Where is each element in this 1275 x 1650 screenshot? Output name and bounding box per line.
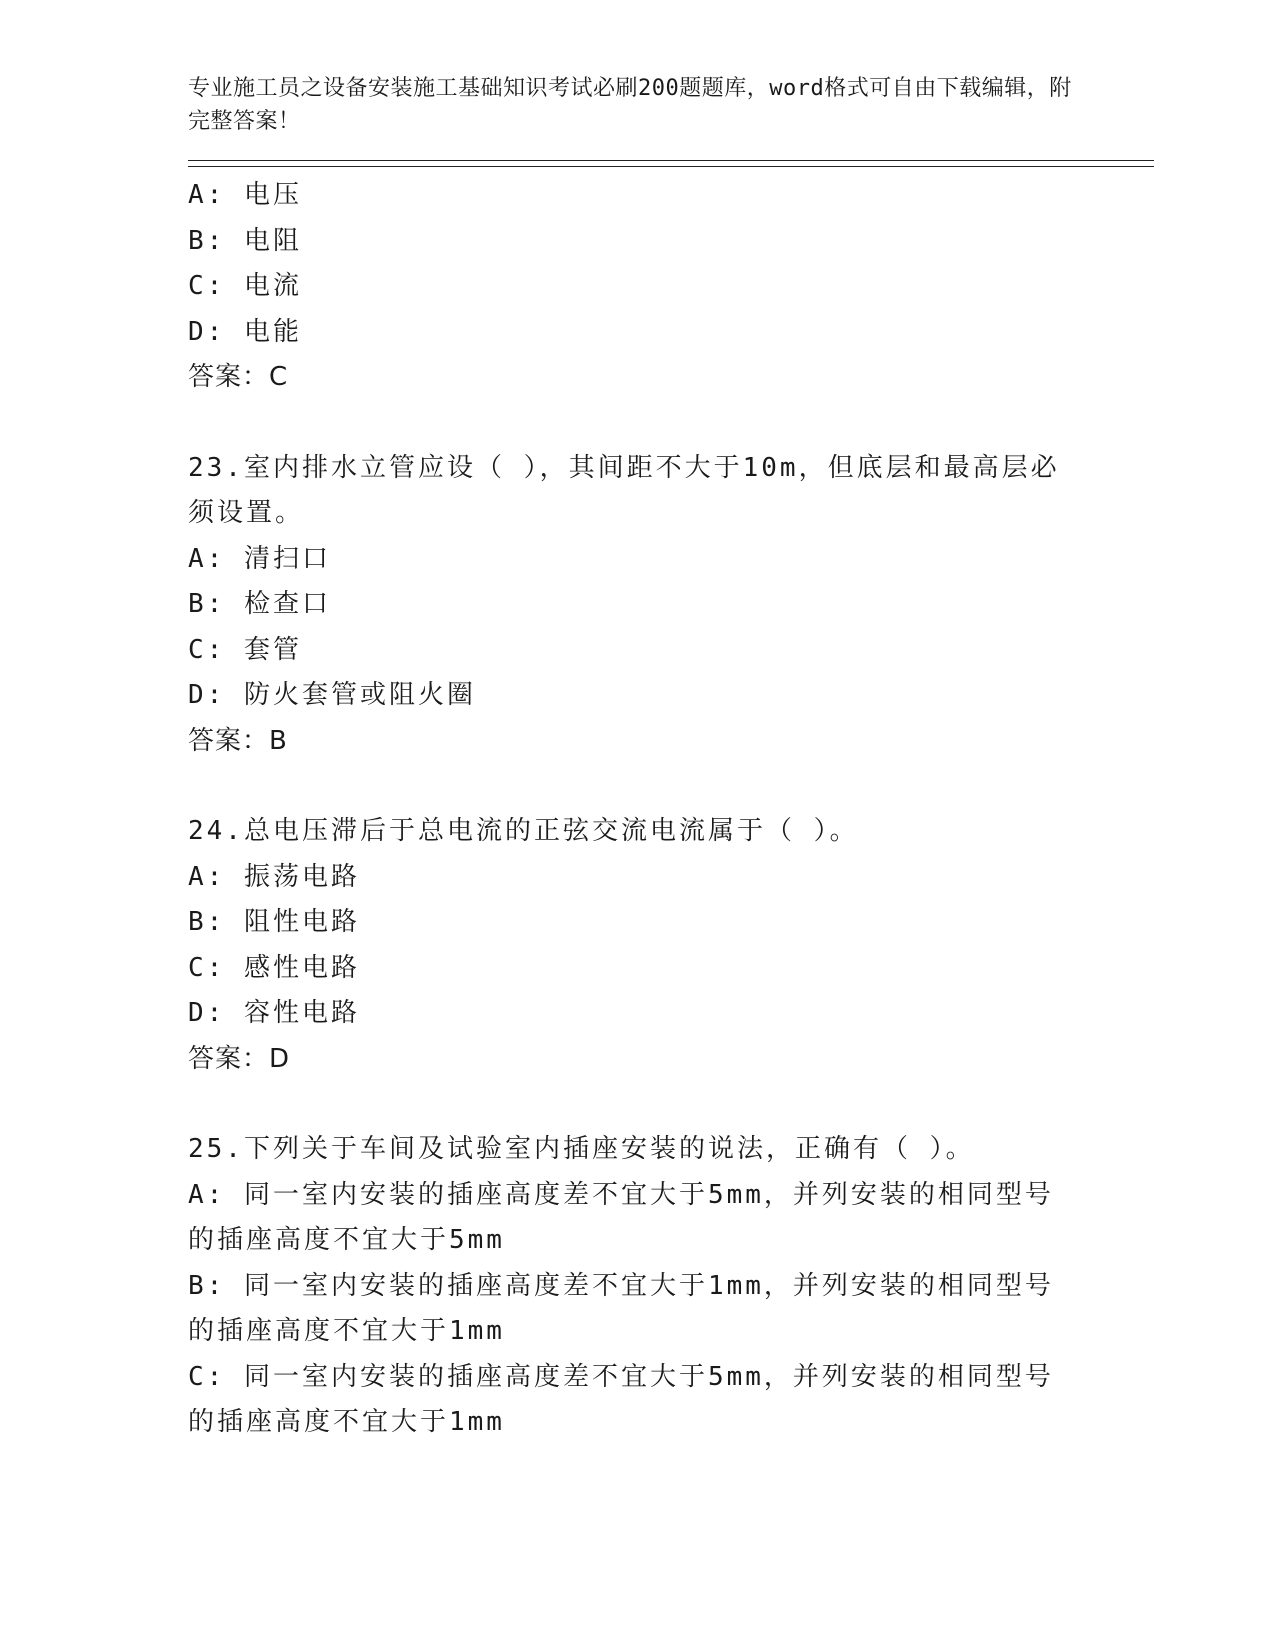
option-c: C: 感性电路 [188,952,360,983]
question-25 [188,1127,1148,1446]
question-stem: 25.下列关于车间及试验室内插座安装的说法，正确有（ ）。 [188,1134,975,1164]
option-c: C: 套管 [188,634,302,665]
option-a: A: 清扫口 [188,543,331,574]
option-a: A: 振荡电路 [188,861,360,892]
option-c: C: 同一室内安装的插座高度差不宜大于5mm，并列安装的相同型号的插座高度不宜大于1mm [188,1361,1054,1437]
option-c: C: 电流 [188,271,302,301]
question-stem: 23.室内排水立管应设（ ），其间距不大于10m，但底层和最高层必须设置。 [188,452,1060,528]
answer: 答案：B [188,725,288,756]
question-22-continuation [188,173,1148,401]
answer: 答案：C [188,362,289,392]
option-a: A: 电压 [188,180,302,210]
option-b: B: 检查口 [188,589,331,619]
option-b: B: 阻性电路 [188,907,360,937]
option-d: D: 防火套管或阻火圈 [188,680,476,710]
header-divider [188,160,1154,167]
option-d: D: 容性电路 [188,998,360,1028]
document-page [188,72,1148,1446]
option-a: A: 同一室内安装的插座高度差不宜大于5mm，并列安装的相同型号的插座高度不宜大于5mm [188,1179,1054,1255]
question-24 [188,809,1148,1082]
answer: 答案：D [188,1043,291,1074]
document-header: 专业施工员之设备安装施工基础知识考试必刷200题题库，word格式可自由下载编辑，附完整答案！ [188,76,1072,134]
option-b: B: 电阻 [188,225,302,256]
option-d: D: 电能 [188,316,302,347]
question-23 [188,446,1148,765]
question-stem: 24.总电压滞后于总电流的正弦交流电流属于（ ）。 [188,816,859,846]
option-b: B: 同一室内安装的插座高度差不宜大于1mm，并列安装的相同型号的插座高度不宜大于1mm [188,1270,1054,1346]
